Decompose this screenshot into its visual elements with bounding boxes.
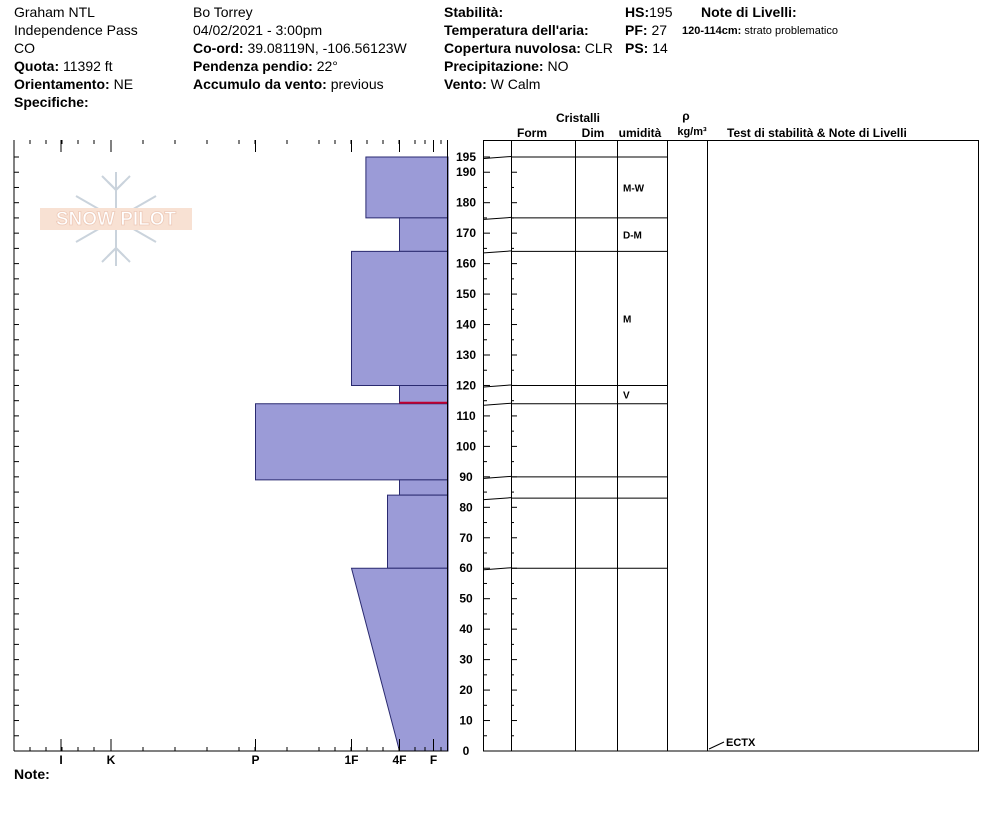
depth-label: 110 xyxy=(456,408,476,423)
stability-row: Stabilità: xyxy=(444,4,504,20)
ps: 14 xyxy=(652,40,668,56)
moisture-labels xyxy=(623,183,645,401)
stability-test-pointer xyxy=(709,742,724,749)
moisture-label: M xyxy=(623,314,632,326)
wind-loading: previous xyxy=(330,76,384,92)
rho-header: ρ xyxy=(682,109,690,123)
depth-label: 50 xyxy=(459,591,473,606)
pf: 27 xyxy=(651,22,668,38)
depth-label: 120 xyxy=(455,378,477,393)
depth-label: 130 xyxy=(455,348,477,362)
stability-tests xyxy=(709,737,756,749)
hardness-layer-4 xyxy=(256,404,449,480)
hardness-label-4F: 4F xyxy=(392,753,407,767)
depth-label: 170 xyxy=(455,226,477,241)
depth-label: 0 xyxy=(462,744,470,758)
depth-label: 140 xyxy=(455,317,477,332)
logo-text: SNOW PILOT xyxy=(55,209,177,230)
depth-label: 60 xyxy=(459,561,473,576)
depth-label: 30 xyxy=(459,652,473,667)
stability-notes-header: Test di stabilità & Note di Livelli xyxy=(727,126,907,140)
observer-group: Graham NTL xyxy=(14,4,95,20)
depth-label: 180 xyxy=(455,195,477,210)
coords-row: Co-ord: 39.08119N, -106.56123W xyxy=(193,40,407,56)
precip: NO xyxy=(547,58,569,74)
coords: 39.08119N, -106.56123W xyxy=(247,40,407,56)
air-temp-row: Temperatura dell'aria: xyxy=(444,22,589,38)
layer-notes-title: Note di Livelli: xyxy=(701,4,797,20)
aspect-row: Orientamento: NE xyxy=(14,76,134,92)
moisture-label: V xyxy=(623,390,630,402)
depth-label: 190 xyxy=(455,165,477,180)
elevation-row: Quota: 11392 ft xyxy=(14,58,113,74)
depth-label: 20 xyxy=(459,683,473,698)
datetime: 04/02/2021 - 3:00pm xyxy=(193,22,323,38)
hardness-labels xyxy=(59,753,437,767)
snowpilot-logo xyxy=(40,172,192,266)
depth-label: 150 xyxy=(455,287,477,302)
hardness-layer-6 xyxy=(388,495,449,568)
pf-row: PF: 27 xyxy=(625,22,668,38)
size-header: Dim xyxy=(581,126,605,140)
hs-row: HS:195 xyxy=(625,4,673,20)
cloud-row: Copertura nuvolosa: CLR xyxy=(444,40,613,56)
depth-label: 40 xyxy=(459,622,473,637)
specifics-row: Specifiche: xyxy=(14,94,89,110)
depth-label: 70 xyxy=(459,530,473,545)
left-axis-ticks xyxy=(14,157,19,751)
hs: 195 xyxy=(649,4,673,20)
bottom-axis-ticks xyxy=(30,739,441,751)
crystals-header: Cristalli xyxy=(555,111,601,125)
moisture-label: D-M xyxy=(623,230,642,242)
depth-label: 80 xyxy=(459,500,473,515)
layer-table xyxy=(484,140,979,751)
hardness-label-1F: 1F xyxy=(344,753,359,767)
notes-label: Note: xyxy=(14,766,50,782)
boundary-connector xyxy=(484,217,511,219)
aspect: NE xyxy=(113,76,134,92)
hardness-layer-7 xyxy=(352,568,449,751)
hardness-layer-1 xyxy=(400,218,449,252)
depth-label: 195 xyxy=(455,150,477,164)
boundary-connector xyxy=(484,498,511,500)
ps-row: PS: 14 xyxy=(625,40,668,56)
depth-label: 100 xyxy=(455,439,477,454)
hardness-label-I: I xyxy=(59,753,63,767)
boundary-connector xyxy=(484,251,511,253)
hardness-layer-2 xyxy=(352,251,449,385)
hardness-layer-0 xyxy=(366,157,448,218)
elevation: 11392 ft xyxy=(63,58,113,74)
observer: Bo Torrey xyxy=(193,4,253,20)
depth-label: 160 xyxy=(455,256,477,271)
cloud: CLR xyxy=(584,40,613,56)
moisture-label: M-W xyxy=(623,183,645,195)
top-axis-ticks xyxy=(30,140,441,152)
depth-label: 90 xyxy=(459,469,473,484)
hardness-layer-5 xyxy=(400,480,449,495)
boundary-connector xyxy=(484,403,511,405)
hardness-label-K: K xyxy=(106,753,116,767)
state: CO xyxy=(14,40,35,56)
precip-row: Precipitazione: NO xyxy=(444,58,569,74)
slope-row: Pendenza pendio: 22° xyxy=(193,58,338,74)
hardness-layers xyxy=(256,157,449,751)
hardness-label-P: P xyxy=(251,753,260,767)
stability-test-label: ECTX xyxy=(726,737,756,749)
slope: 22° xyxy=(316,58,338,74)
density-unit-header: kg/m³ xyxy=(677,126,707,138)
layer-note: 120-114cm: strato problematico xyxy=(682,25,838,37)
hardness-label-F: F xyxy=(429,753,438,767)
moisture-header: umidità xyxy=(618,126,662,140)
form-header: Form xyxy=(517,126,547,140)
layer-table-headers xyxy=(517,109,907,140)
wind-loading-row: Accumulo da vento: previous xyxy=(193,76,384,92)
depth-axis xyxy=(456,150,517,758)
wind-row: Vento: W Calm xyxy=(444,76,541,92)
location: Independence Pass xyxy=(14,22,138,38)
hardness-layer-3 xyxy=(400,385,449,403)
wind: W Calm xyxy=(490,76,541,92)
depth-label: 10 xyxy=(459,713,473,728)
